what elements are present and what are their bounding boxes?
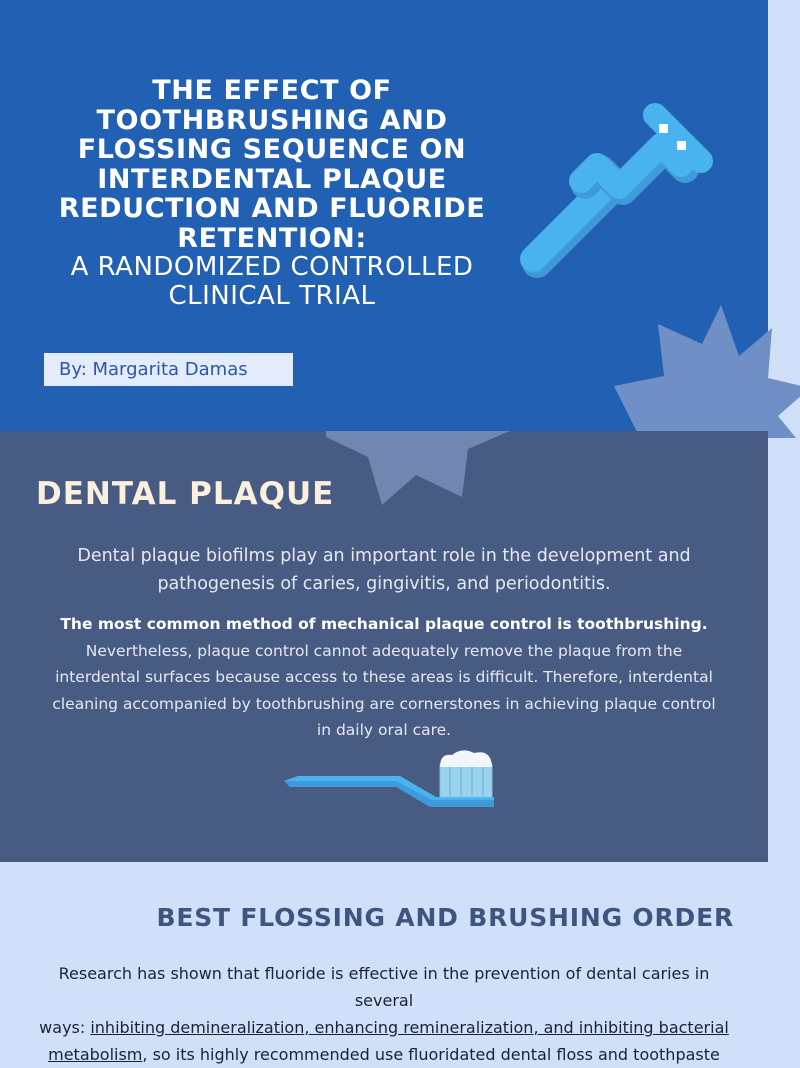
lead-sentence: The most common method of mechanical plaque control is toothbrushing.	[60, 615, 708, 633]
toothbrush-icon	[280, 745, 500, 809]
body-paragraph	[30, 960, 738, 1068]
underlined-term: inhibiting demineralization	[90, 1018, 305, 1037]
text-line: Dental plaque biofilms play an important role in the development and	[77, 546, 691, 566]
section-heading: BEST FLOSSING AND BRUSHING ORDER	[156, 903, 734, 932]
underlined-term: metabolism	[48, 1045, 143, 1064]
title-main	[36, 76, 508, 253]
text-fragment: ways:	[39, 1018, 91, 1037]
star-shape	[600, 298, 800, 438]
title-line: TOOTHBRUSHING AND	[96, 104, 448, 136]
underlined-term: , and inhibiting bacterial	[533, 1018, 729, 1037]
document-title	[36, 76, 508, 311]
title-line: REDUCTION AND FLUORIDE	[58, 193, 486, 224]
intro-paragraph	[60, 542, 708, 598]
dental-floss-icon	[515, 93, 715, 293]
subtitle-line: A RANDOMIZED CONTROLLED	[70, 252, 474, 282]
body-paragraph	[34, 611, 734, 744]
text-line: interdental surfaces because access to these areas is difficult. Therefore, interdental	[55, 668, 713, 686]
section-heading: DENTAL PLAQUE	[36, 476, 335, 512]
subtitle-line: CLINICAL TRIAL	[168, 281, 376, 311]
text-line: Nevertheless, plaque control cannot adequately remove the plaque from the	[85, 641, 683, 660]
author-byline: By: Margarita Damas	[44, 353, 293, 386]
title-line: RETENTION:	[177, 222, 367, 254]
text-line	[30, 1041, 738, 1068]
star-shape	[318, 431, 518, 511]
brushing-order-section	[0, 862, 768, 1064]
text-line: in daily oral care.	[316, 721, 452, 739]
text-line: Research has shown that fluoride is effective in the prevention of dental caries in several	[58, 964, 710, 1010]
text-line: pathogenesis of caries, gingivitis, and periodontitis.	[157, 574, 611, 594]
title-line: INTERDENTAL PLAQUE	[97, 163, 447, 195]
text-line	[30, 1014, 738, 1041]
dental-plaque-section	[0, 431, 768, 862]
underlined-term: , enhancing remineralization	[304, 1018, 534, 1037]
title-line: FLOSSING SEQUENCE ON	[77, 134, 467, 165]
text-line: cleaning accompanied by toothbrushing are cornerstones in achieving plaque control	[52, 694, 716, 713]
title-banner	[0, 0, 768, 431]
subtitle	[36, 253, 508, 311]
text-fragment: , so its highly recommended use fluoridated dental floss and toothpaste	[142, 1045, 720, 1064]
title-line: THE EFFECT OF	[152, 75, 392, 106]
